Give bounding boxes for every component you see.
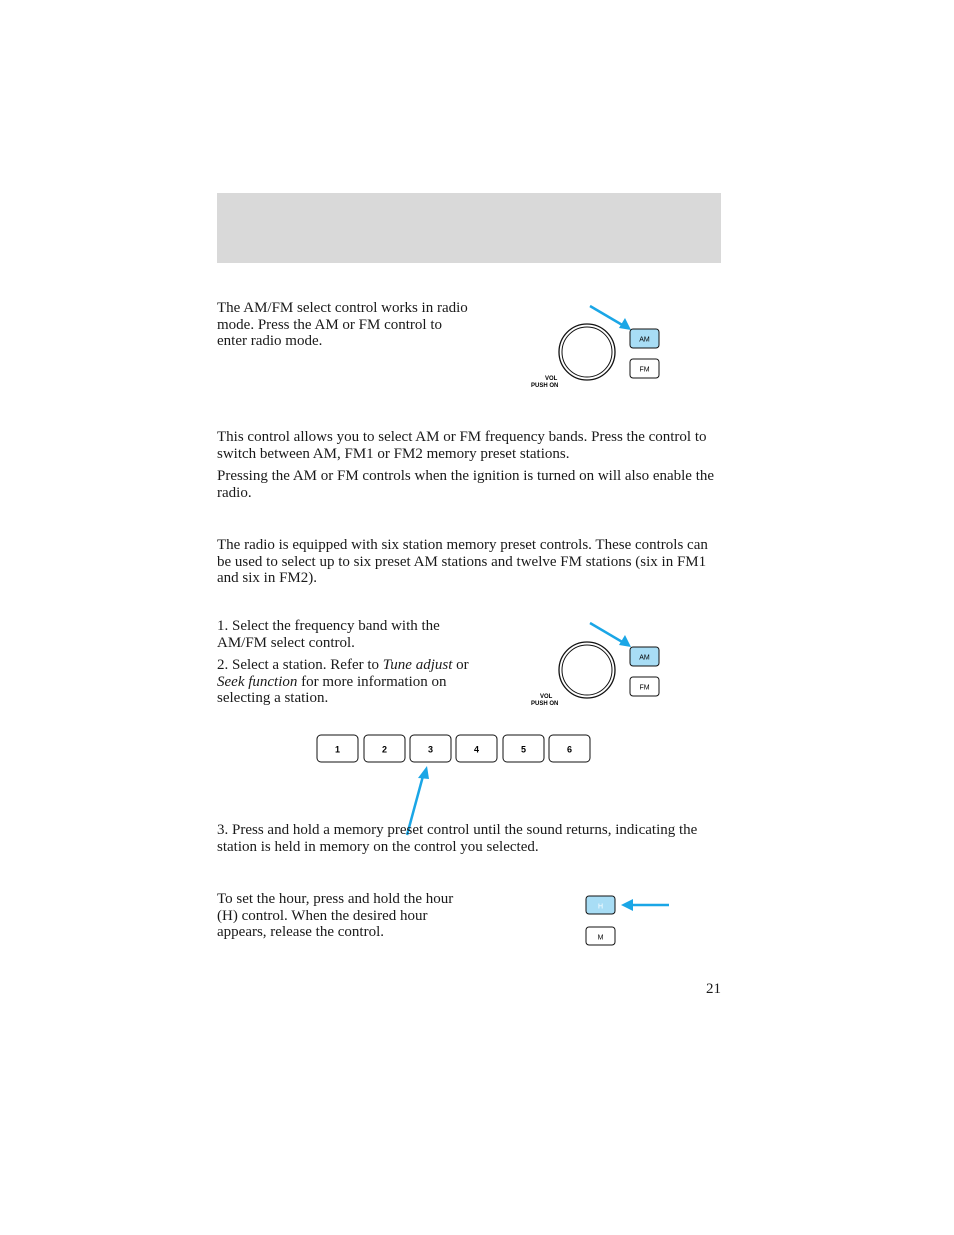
pointer-arrow-line (590, 306, 624, 326)
svg-text:M: M (597, 934, 604, 942)
svg-text:FM: FM (639, 366, 650, 374)
am-fm-bands-text: This control allows you to select AM or FM frequency bands. Press the control to switch between AM, FM1 or FM2 memory preset stations. (217, 429, 707, 462)
pointer-arrow-line (590, 623, 624, 643)
svg-text:AM: AM (639, 336, 650, 344)
svg-text:4: 4 (473, 744, 480, 755)
am-fm-enable-text: Pressing the AM or FM controls when the ignition is turned on will also enable the radio. (217, 468, 715, 501)
section-header-band (217, 193, 721, 263)
preset-button-1[interactable] (317, 735, 358, 762)
step-3-text: 3. Press and hold a memory preset control until the sound returns, indicating the station is held in memory on the control you selected. (217, 822, 698, 855)
preset-button-2[interactable] (364, 735, 405, 762)
am-button[interactable] (630, 647, 659, 666)
fm-button[interactable] (630, 677, 659, 696)
knob-label-vol: VOL (540, 694, 553, 700)
hour-button[interactable] (586, 896, 615, 914)
knob-label-push-on: PUSH ON (531, 383, 559, 389)
volume-knob[interactable] (559, 324, 615, 380)
fm-button[interactable] (630, 359, 659, 378)
page-number: 21 (706, 981, 721, 997)
minute-button[interactable] (586, 927, 615, 945)
clock-hour-text: To set the hour, press and hold the hour (H) control. When the desired hour appears, release the control. (217, 891, 454, 940)
volume-knob[interactable] (559, 642, 615, 698)
step-1-text: 1. Select the frequency band with the AM/FM select control. (217, 618, 440, 651)
svg-text:5: 5 (520, 744, 527, 755)
am-button[interactable] (630, 329, 659, 348)
svg-text:1: 1 (334, 744, 341, 755)
step-2-text: 2. Select a station. Refer to Tune adjust or Seek function for more information on selecting a station. (217, 657, 469, 706)
preset-button-3[interactable] (410, 735, 451, 762)
am-fm-control-figure (525, 300, 665, 395)
pointer-arrow-head (621, 899, 633, 911)
svg-text:6: 6 (566, 744, 573, 755)
knob-label-vol: VOL (545, 376, 558, 382)
svg-text:3: 3 (427, 744, 434, 755)
knob-label-push-on: PUSH ON (531, 701, 559, 707)
clock-controls-figure (580, 888, 675, 953)
presets-intro-text: The radio is equipped with six station memory preset controls. These controls can be used to select up to six preset AM stations and twelve FM stations (six in FM1 and six in FM2). (217, 537, 708, 586)
preset-button-4[interactable] (456, 735, 497, 762)
am-fm-intro-text: The AM/FM select control works in radio mode. Press the AM or FM control to enter radio mode. (217, 300, 468, 349)
svg-text:FM: FM (639, 684, 650, 692)
svg-text:AM: AM (639, 654, 650, 662)
preset-button-5[interactable] (503, 735, 544, 762)
svg-text:2: 2 (381, 744, 388, 755)
svg-text:H: H (597, 903, 604, 911)
seek-function-ref: Seek function (217, 673, 298, 690)
preset-button-6[interactable] (549, 735, 590, 762)
pointer-arrow-head (418, 766, 429, 779)
tune-adjust-ref: Tune adjust (382, 657, 453, 673)
am-fm-control-figure-2 (525, 618, 665, 713)
